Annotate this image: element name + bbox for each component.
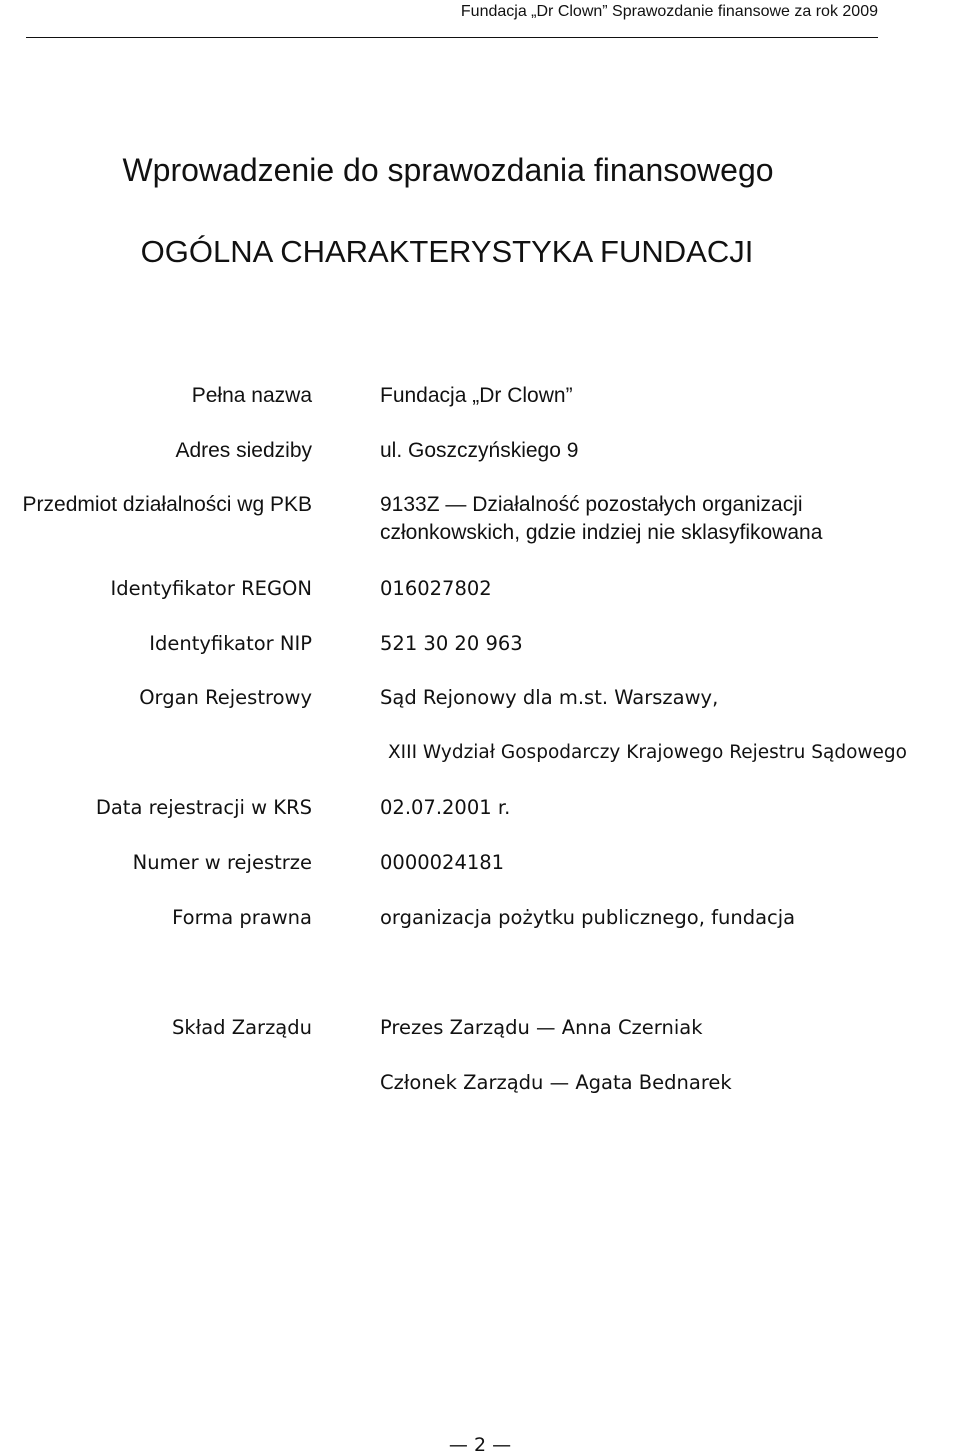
nip-label: Identyfikator NIP	[149, 632, 312, 655]
legal-form-value: organizacja pożytku publicznego, fundacja	[380, 906, 796, 929]
page-header: Fundacja „Dr Clown” Sprawozdanie finansowe za rok 2009	[460, 3, 878, 20]
registry-label: Organ Rejestrowy	[139, 686, 312, 709]
board-member-president: Prezes Zarządu — Anna Czerniak	[380, 1016, 703, 1039]
reg-number-value: 0000024181	[380, 851, 505, 874]
registry-value-line2: XIII Wydział Gospodarczy Krajowego Rejestru Sądowego	[388, 742, 907, 763]
pkb-value-line2: członkowskich, gdzie indziej nie sklasyfikowana	[380, 521, 823, 544]
address-value: ul. Goszczyńskiego 9	[380, 439, 579, 462]
regon-value: 016027802	[380, 577, 492, 600]
reg-number-label: Numer w rejestrze	[132, 851, 312, 874]
page-number: — 2 —	[448, 1434, 512, 1456]
registry-value-line1: Sąd Rejonowy dla m.st. Warszawy,	[380, 686, 719, 709]
document-title: Wprowadzenie do sprawozdania finansowego	[122, 152, 774, 188]
nip-value: 521 30 20 963	[380, 632, 523, 655]
reg-date-value: 02.07.2001 r.	[380, 796, 511, 819]
pkb-label: Przedmiot działalności wg PKB	[22, 493, 312, 516]
full-name-label: Pełna nazwa	[191, 384, 312, 407]
reg-date-label: Data rejestracji w KRS	[95, 796, 312, 819]
full-name-value: Fundacja „Dr Clown”	[380, 384, 573, 407]
regon-label: Identyfikator REGON	[110, 577, 312, 600]
board-member-member: Członek Zarządu — Agata Bednarek	[380, 1071, 732, 1094]
address-label: Adres siedziby	[175, 439, 312, 462]
pkb-value-line1: 9133Z — Działalność pozostałych organizacji	[380, 493, 803, 516]
header-divider	[26, 37, 878, 38]
legal-form-label: Forma prawna	[172, 906, 312, 929]
board-label: Skład Zarządu	[172, 1016, 312, 1039]
section-title: OGÓLNA CHARAKTERYSTYKA FUNDACJI	[140, 234, 754, 269]
